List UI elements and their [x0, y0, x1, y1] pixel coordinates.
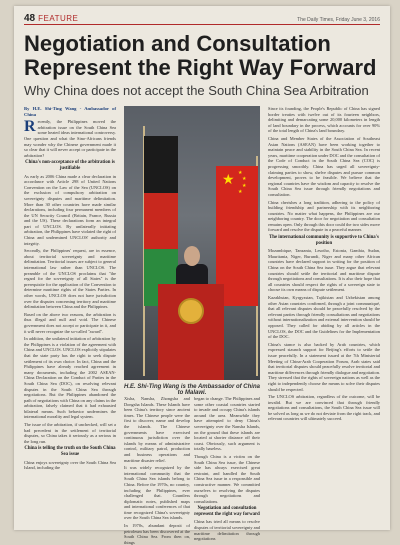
paragraph: China and Member States of the Association of Southeast Asian Nations (ASEAN) have been working together to maintain peace and stability in the South China Sea. In recent years, maritime cooperation under DOC and the consultation of the Code of Conduct in the South China Sea (COC) is progressing smoothly. China has urged all sovereignty-claiming parties to show, shelve disputes and pursue common development, proves to be feasible. We believe that the regional countries have the wisdom and capacity to resolve the South China Sea issue through friendly negotiations and consultation.: [268, 135, 380, 197]
subheading: The international community is supportive to China's position: [269, 235, 379, 246]
paragraph: Though China is a victim on the South China Sea issue, the Chinese side has always exercised great restraint, and handled the South China Sea issue in a responsible and constructive manner. We committed ourselves to resolving the disputes through negotiations and consultations.: [194, 453, 260, 504]
paragraph: Xisha, Nansha, Zhongsha and Dongsha Islands. These Islands have been China's territory since ancient times. The Chinese people were the first to discover, name and develop the islands. The Chinese governments have exercised continuous jurisdiction over the islands by means of administrative control, military patrol, production and business operations and maritime disaster relief.: [124, 396, 190, 463]
column-2: [124, 396, 190, 545]
star-icon: ★: [242, 176, 247, 182]
star-icon: ★: [242, 183, 247, 189]
column-4: [268, 106, 380, 522]
star-icon: ★: [222, 172, 235, 188]
paragraph: began to change. The Philippines and some other coastal countries started to invade and occupy China's islands around the area. Meanwhile they have attempted to deny China's sovereignty over the Nansha Islands, on the ground that these islands are located at shorter distance off their coast. Obviously, such argument is totally baseless.: [194, 396, 260, 452]
paragraph: Kazakhstan, Kyrgyzstan, Tajikistan and Uzbekistan among other Asian countries confirmed, through a joint communiqué, that all relevant disputes should be peacefully resolved by the relevant parties through friendly consultations and negotiations without internationalization and external intervention should be opposed. They called for abiding by all articles in the UNCLOS, the DOC and the Guidelines for the Implementation of the DOC.: [268, 295, 380, 340]
headline: Negotiation and Consultation Represent the Right Way Forward: [24, 31, 377, 80]
paragraph: In 1970s, abundant deposit of petroleum has been discovered at the South China Sea. From then on, things: [124, 523, 190, 545]
paragraph: Since its founding, the People's Republic of China has signed border treaties with twelve out of its fourteen neighbors, delimiting and demarcating some 20,000 kilometers in length of land boundary in the process, which accounts for over 90% of the total length of China's land boundary.: [268, 106, 380, 134]
drop-cap: R: [24, 118, 36, 136]
paragraph: It was widely recognized by the international community that the South China Sea islands belong to China. Before the 1970s, no country, including the Philippines, ever challenged that. Countless diplomatic notes, published maps and international conferences of that time recognized China's sovereignty over the South China Sea islands.: [124, 465, 190, 521]
speaker-head: [184, 246, 200, 266]
paragraph: Based on the above two reasons, the arbitration is thus illegal and null and void. The Chinese government does not accept or participate in it, and it will never recognize the so-called "award".: [24, 311, 116, 334]
byline: By H.E. Shi-Ting Wang - Ambassador of China: [24, 106, 116, 117]
date-line: The Daily Times, Friday June 3, 2016: [297, 17, 380, 23]
subheading: China's non-acceptance of the arbitration is justifiable: [25, 160, 115, 171]
star-icon: ★: [238, 189, 243, 195]
page-number: 48: [24, 13, 36, 24]
paragraph: China cherishes a long tradition, adhering to the policy of building friendship and partnership with its neighboring countries. No matter what happens, the Philippines are our neighboring country. The door for negotiation and consultation remains open. Only through this door could the two sides move forward and resolve the dispute in a peaceful manner.: [268, 199, 380, 233]
photo-caption: H.E. Shi-Ting Wang is the Ambassador of China to Malawi.: [124, 384, 260, 396]
subheadline: Why China does not accept the South China Sea Arbitration: [24, 83, 369, 98]
paragraph: China enjoys sovereignty over the South China Sea Island, including the: [24, 459, 116, 471]
subheading: China is telling the truth on the South China Sea issue: [24, 446, 116, 458]
column-1: [24, 106, 116, 522]
paragraph: The issue of the arbitration, if unchecked, will set a bad precedent in the settlement of territorial disputes, so China takes it seriously as a serious in the long run.: [24, 422, 116, 444]
paragraph: ecently, the Philippines moved the arbitration issue on the South China Sea some heated ideas international controversy. One question and what the Sino-Africans friends may wonder why the Chinese government made it so clear that it will never accept or participate in the arbitration?: [24, 119, 116, 158]
paragraph: In addition, the unilateral initiation of arbitration by the Philippines is a violation of the agreement with China and UNCLOS. UNCLOS explicitly stipulates that the state party has the right to seek dispute settlement of its own choice. In fact, China and the Philippines have already reached agreement in many documents, including the 2002 ASEAN-China Declaration on the Conduct of Parties in the South China Sea (DOC), on resolving relevant disputes in the South China Sea through negotiations. But the Philippines abandoned the path of negotiations with China on any claims in the arbitration, falsely claimed that it had exhausted bilateral means. Such behavior undermines the international morality and legal system.: [24, 336, 116, 420]
subheading: Negotiation and consultation represent the right way forward: [194, 506, 260, 517]
page-header: [24, 11, 380, 25]
national-emblem-icon: [178, 298, 204, 324]
section-name: FEATURE: [38, 14, 79, 23]
column-3: [194, 396, 260, 542]
paragraph: As early as 2006 China made a clear declaration in accordance with Article 298 of United Nations Convention on the Law of the Sea (UNCLOS) on the exclusion of compulsory arbitration on sovereignty disputes and maritime delimitation. More than 30 other countries have made similar declarations, including four permanent members of the UN Security Council (Britain, France, Russia and the US). These declarations form an integral part of UNCLOS. By unilaterally initiating arbitration, the Philippines have violated the right of China and undermined UNCLOS' authority and integrity.: [24, 173, 116, 246]
paragraph: China's stance is also backed by Arab countries, which expressed staunch support for Beijing's efforts to settle the issue peacefully. In a statement issued at the 7th Ministerial Meeting of China-Arab Cooperation Forum, Arab states said that territorial disputes should peacefully resolve territorial and maritime differences through friendly dialogue and negotiation. They stressed that the rights of sovereign nations as well as the right to independently choose the means to solve their disputes should be respected.: [268, 341, 380, 392]
paragraph: Mozambique, Tanzania, Lesotho, Estonia, Gambia, Sudan, Mauritania, Niger, Burundi, Niger and many other African countries have declared support in writing for the position of China on the South China Sea issue. They argue that relevant countries should settle the territorial and maritime dispute through negotiations and consultations. It is also their hope that all countries should respect the rights of a sovereign state to choose its own means of dispute settlement.: [268, 248, 380, 293]
podium: [158, 284, 224, 380]
paragraph: China has tried all means to resolve disputes of territorial sovereignty and maritime delimitation through negotiations: [194, 519, 260, 542]
paragraph: Secondly, the Philippines' request, are in essence, about territorial sovereignty and maritime delimitation. Territorial issues are subject to general international law rather than UNCLOS. The preamble of the UNCLOS proclaims that "the regard for the sovereignty of all States" is the prerequisite for the application of the Convention to determine maritime rights of the States Parties. In other words, UNCLOS does not have jurisdiction over the disputes concerning territory and maritime delimitation between China and the Philippines.: [24, 248, 116, 310]
ambassador-photo: [124, 106, 260, 380]
malawi-flag: [144, 136, 178, 306]
newspaper-page: [14, 6, 390, 545]
star-icon: ★: [238, 170, 243, 176]
paragraph: The UNCLOS arbitration, regardless of the outcome, will be invalid. But we are convinced that through friendly negotiations and consultations, the South China Sea issue will be solved as long as we do not deviate from the right track, and relevant countries will ultimately succeed.: [268, 394, 380, 422]
